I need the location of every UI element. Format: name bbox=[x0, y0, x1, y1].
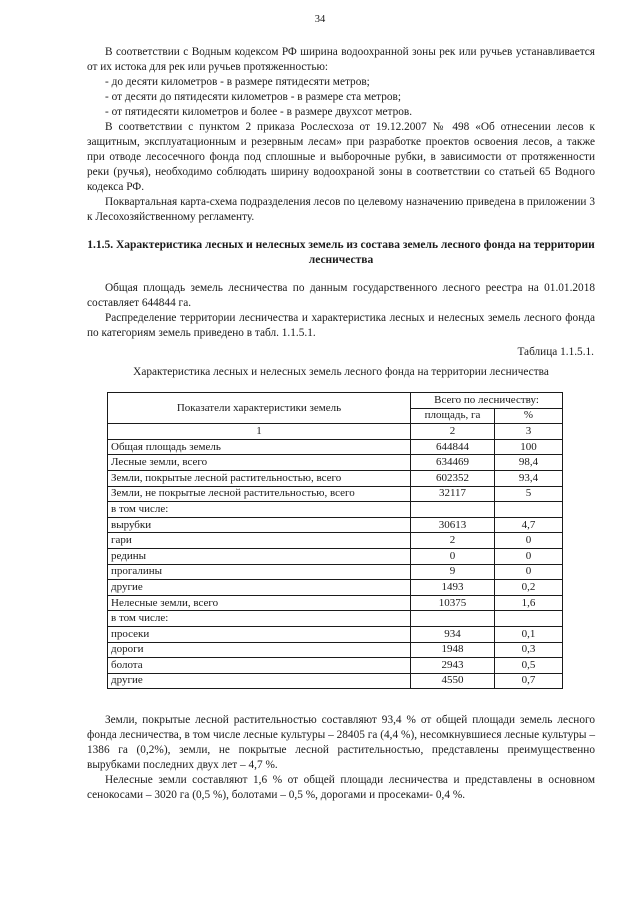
column-number: 3 bbox=[495, 424, 563, 440]
table-row bbox=[108, 564, 563, 580]
row-percent bbox=[495, 611, 563, 627]
list-item-over-50km: - от пятидесяти километров и более - в размере двухсот метров. bbox=[105, 106, 413, 118]
section-intro bbox=[87, 281, 595, 341]
row-area: 634469 bbox=[411, 455, 495, 471]
row-area: 9 bbox=[411, 564, 495, 580]
row-label: в том числе: bbox=[108, 502, 411, 518]
row-percent: 5 bbox=[495, 486, 563, 502]
table-row bbox=[108, 470, 563, 486]
header-total: Всего по лесничеству: bbox=[411, 393, 563, 409]
paragraph-nonforest: Нелесные земли составляют 1,6 % от общей площади лесничества и представлены в основном сенокосами – 3020 га (0,5 %), болотами – 0,5 %, дорогами и просеками- 0,4 %. bbox=[87, 774, 595, 801]
row-percent: 0 bbox=[495, 533, 563, 549]
row-area: 0 bbox=[411, 548, 495, 564]
row-area bbox=[411, 611, 495, 627]
row-label: другие bbox=[108, 673, 411, 689]
row-area: 934 bbox=[411, 626, 495, 642]
list-item-up-to-10km: - до десяти километров - в размере пятидесяти метров; bbox=[105, 76, 370, 88]
row-label: Земли, не покрытые лесной растительностью, всего bbox=[108, 486, 411, 502]
table-row bbox=[108, 439, 563, 455]
row-percent: 0,1 bbox=[495, 626, 563, 642]
table-row bbox=[108, 455, 563, 471]
column-number: 1 bbox=[108, 424, 411, 440]
paragraph-forest-covered: Земли, покрытые лесной растительностью составляют 93,4 % от общей площади земель лесного фонда лесничества, в том числе лесные культуры – 28405 га (4,4 %), несомкнувшиеся лесные культуры –1386 га (0,2%), земли, не покрытые лесной растительностью, представлены преимущественно вырубками последних двух лет – 4,7 %. bbox=[87, 714, 595, 771]
page-number: 34 bbox=[314, 14, 326, 25]
row-label: дороги bbox=[108, 642, 411, 658]
header-indicator: Показатели характеристики земель bbox=[108, 393, 411, 424]
row-area: 4550 bbox=[411, 673, 495, 689]
row-label: Лесные земли, всего bbox=[108, 455, 411, 471]
row-label: прогалины bbox=[108, 564, 411, 580]
row-percent: 93,4 bbox=[495, 470, 563, 486]
land-characteristics-table bbox=[107, 392, 563, 689]
row-label: другие bbox=[108, 580, 411, 596]
header-percent: % bbox=[495, 408, 563, 424]
row-label: болота bbox=[108, 658, 411, 674]
row-area: 644844 bbox=[411, 439, 495, 455]
header-area: площадь, га bbox=[411, 408, 495, 424]
row-label: просеки bbox=[108, 626, 411, 642]
row-label: Нелесные земли, всего bbox=[108, 595, 411, 611]
row-percent: 100 bbox=[495, 439, 563, 455]
row-percent: 0,7 bbox=[495, 673, 563, 689]
table-row bbox=[108, 486, 563, 502]
paragraph-order-498: В соответствии с пунктом 2 приказа Рослесхоза от 19.12.2007 № 498 «Об отнесении лесов к защитным, эксплуатационным и резервным лесам» при разработке проектов освоения лесов, а также при отводе лесосечного фонда под сплошные и выборочные рубки, в зависимости от протяженности реки (ручья), необходимо соблюдать ширину водоохраной зоны в соответствии со статьей 65 Водного кодекса РФ. bbox=[87, 121, 595, 193]
table-caption: Характеристика лесных и нелесных земель лесного фонда на территории лесничества bbox=[133, 366, 549, 378]
table-row bbox=[108, 658, 563, 674]
paragraph-water-zone: В соответствии с Водным кодексом РФ ширина водоохранной зоны рек или ручьев устанавливается от их истока для рек или ручьев протяженностью: bbox=[87, 46, 595, 73]
section-heading: 1.1.5. Характеристика лесных и нелесных земель из состава земель лесного фонда на территории лесничества bbox=[87, 239, 595, 266]
table-label: Таблица 1.1.5.1. bbox=[517, 346, 594, 358]
table-header-row bbox=[108, 393, 563, 409]
paragraph-map-scheme: Поквартальная карта-схема подразделения лесов по целевому назначению приведена в приложении 3 к Лесохозяйственному регламенту. bbox=[87, 196, 595, 223]
row-label: гари bbox=[108, 533, 411, 549]
row-area: 2 bbox=[411, 533, 495, 549]
row-label: Общая площадь земель bbox=[108, 439, 411, 455]
column-number: 2 bbox=[411, 424, 495, 440]
row-area: 1948 bbox=[411, 642, 495, 658]
row-area: 1493 bbox=[411, 580, 495, 596]
row-label: вырубки bbox=[108, 517, 411, 533]
table-row bbox=[108, 642, 563, 658]
table-column-numbers-row bbox=[108, 424, 563, 440]
row-area: 602352 bbox=[411, 470, 495, 486]
paragraph-distribution: Распределение территории лесничества и характеристика лесных и нелесных земель лесного фонда по категориям земель приведено в табл. 1.1.5.1. bbox=[87, 312, 595, 339]
list-item-10-to-50km: - от десяти до пятидесяти километров - в размере ста метров; bbox=[105, 91, 402, 103]
row-percent: 0 bbox=[495, 564, 563, 580]
row-area: 30613 bbox=[411, 517, 495, 533]
row-percent: 0,2 bbox=[495, 580, 563, 596]
table-row bbox=[108, 673, 563, 689]
table-row bbox=[108, 611, 563, 627]
table-row bbox=[108, 517, 563, 533]
row-percent bbox=[495, 502, 563, 518]
table-row bbox=[108, 502, 563, 518]
table-row bbox=[108, 595, 563, 611]
table-row bbox=[108, 548, 563, 564]
row-percent: 1,6 bbox=[495, 595, 563, 611]
closing-section bbox=[87, 713, 595, 803]
row-area: 10375 bbox=[411, 595, 495, 611]
table-row bbox=[108, 580, 563, 596]
row-area: 2943 bbox=[411, 658, 495, 674]
row-label: в том числе: bbox=[108, 611, 411, 627]
row-label: Земли, покрытые лесной растительностью, всего bbox=[108, 470, 411, 486]
row-percent: 98,4 bbox=[495, 455, 563, 471]
row-percent: 0 bbox=[495, 548, 563, 564]
row-percent: 0,5 bbox=[495, 658, 563, 674]
row-label: редины bbox=[108, 548, 411, 564]
intro-section bbox=[87, 45, 595, 225]
row-area bbox=[411, 502, 495, 518]
row-area: 32117 bbox=[411, 486, 495, 502]
table-row bbox=[108, 626, 563, 642]
paragraph-total-area: Общая площадь земель лесничества по данным государственного лесного реестра на 01.01.2018 составляет 644844 га. bbox=[87, 282, 595, 309]
row-percent: 0,3 bbox=[495, 642, 563, 658]
row-percent: 4,7 bbox=[495, 517, 563, 533]
table-row bbox=[108, 533, 563, 549]
